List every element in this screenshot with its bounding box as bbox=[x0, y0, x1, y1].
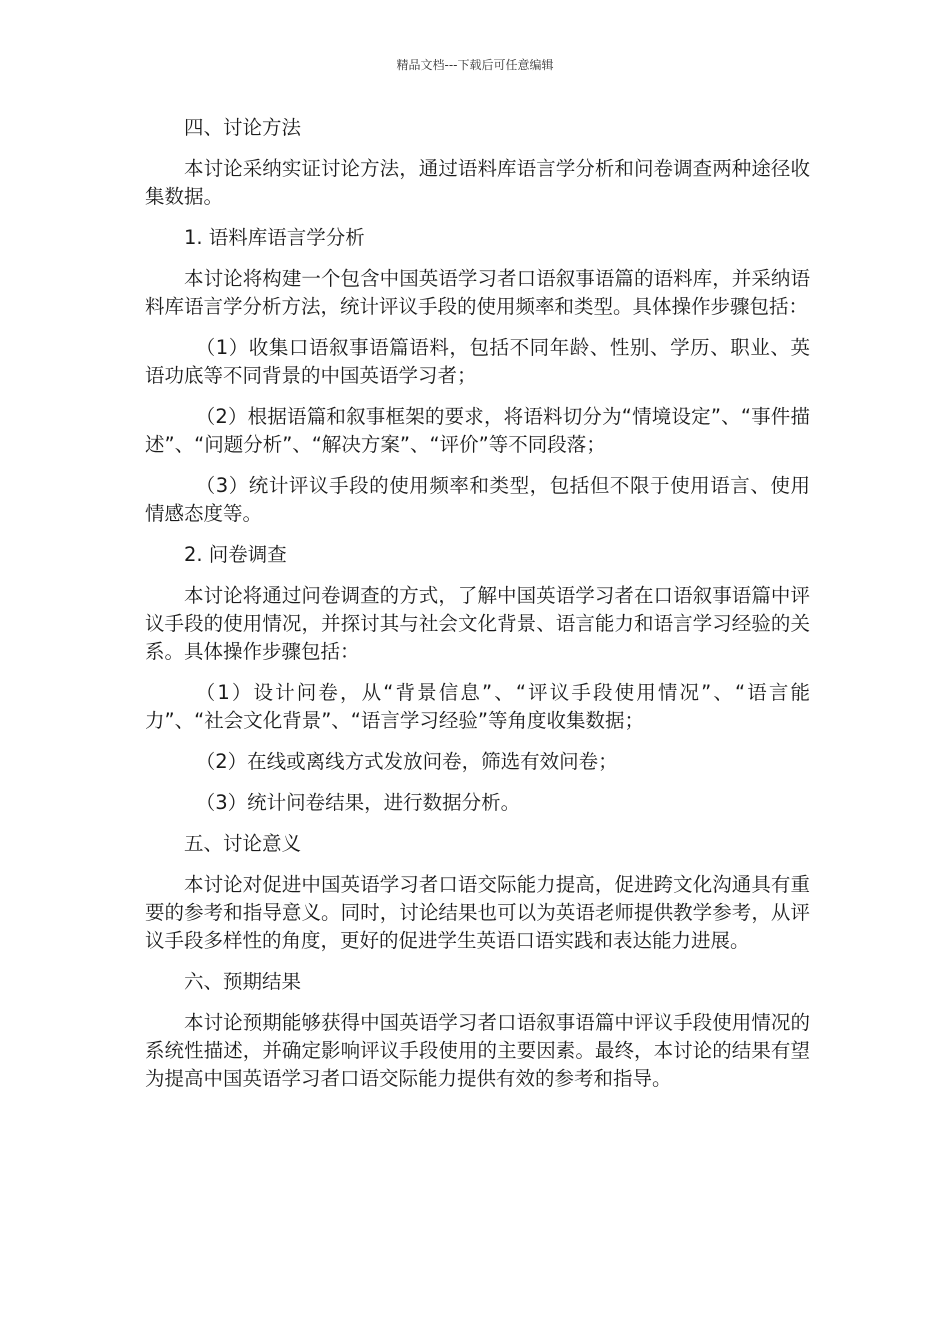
section-heading-expected-results: 六、预期结果 bbox=[184, 970, 302, 993]
subsection-heading-corpus: 1. 语料库语言学分析 bbox=[184, 226, 365, 249]
paragraph: 本讨论采纳实证讨论方法，通过语料库语言学分析和问卷调查两种途径收集数据。 bbox=[145, 157, 810, 208]
paragraph: 本讨论将构建一个包含中国英语学习者口语叙事语篇的语料库，并采纳语料库语言学分析方法，统计评议手段的使用频率和类型。具体操作步骤包括： bbox=[145, 267, 810, 318]
section-heading-significance: 五、讨论意义 bbox=[184, 832, 302, 855]
subsection-heading-questionnaire: 2. 问卷调查 bbox=[184, 543, 287, 566]
page-header: 精品文档---下载后可任意编辑 bbox=[396, 58, 554, 72]
paragraph: 本讨论预期能够获得中国英语学习者口语叙事语篇中评议手段使用情况的系统性描述，并确定影响评议手段使用的主要因素。最终，本讨论的结果有望为提高中国英语学习者口语交际能力提供有效的参考和指导。 bbox=[145, 1011, 810, 1090]
list-item: （1）收集口语叙事语篇语料，包括不同年龄、性别、学历、职业、英语功底等不同背景的中国英语学习者； bbox=[145, 336, 810, 387]
paragraph: 本讨论将通过问卷调查的方式，了解中国英语学习者在口语叙事语篇中评议手段的使用情况，并探讨其与社会文化背景、语言能力和语言学习经验的关系。具体操作步骤包括： bbox=[145, 584, 810, 663]
list-item: （3）统计评议手段的使用频率和类型，包括但不限于使用语言、使用情感态度等。 bbox=[145, 474, 810, 525]
list-item: （3）统计问卷结果，进行数据分析。 bbox=[195, 791, 521, 814]
list-item: （2）在线或离线方式发放问卷，筛选有效问卷； bbox=[195, 750, 618, 773]
list-item: （1）设计问卷，从“背景信息”、“评议手段使用情况”、“语言能力”、“社会文化背景”、“语言学习经验”等角度收集数据； bbox=[145, 681, 810, 732]
section-heading-method: 四、讨论方法 bbox=[184, 116, 302, 139]
list-item: （2）根据语篇和叙事框架的要求，将语料切分为“情境设定”、“事件描述”、“问题分析”、“解决方案”、“评价”等不同段落； bbox=[145, 405, 810, 456]
document-body bbox=[145, 114, 810, 1106]
paragraph: 本讨论对促进中国英语学习者口语交际能力提高，促进跨文化沟通具有重要的参考和指导意义。同时，讨论结果也可以为英语老师提供教学参考，从评议手段多样性的角度，更好的促进学生英语口语实践和表达能力进展。 bbox=[145, 873, 810, 952]
